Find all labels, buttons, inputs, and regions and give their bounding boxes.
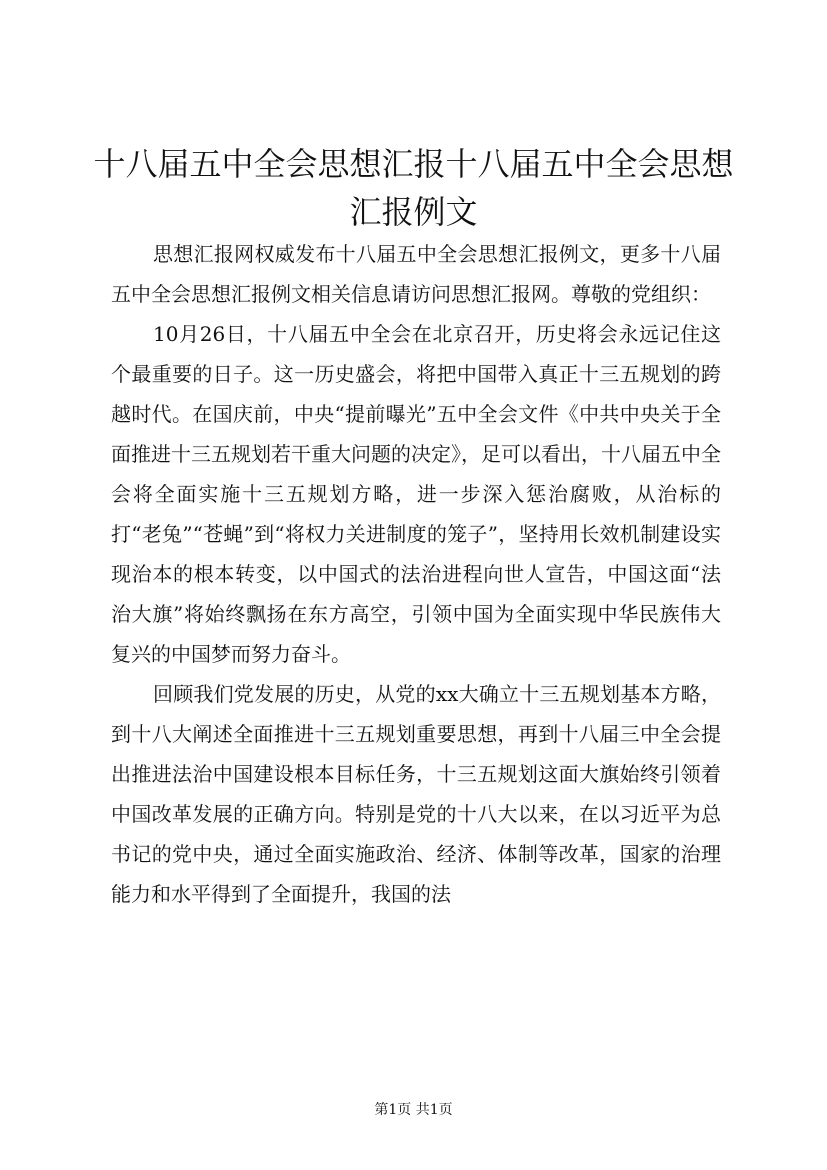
paragraph-2: 10月26日，十八届五中全会在北京召开，历史将会永远记住这个最重要的日子。这一历史盛会，将把中国带入真正十三五规划的跨越时代。在国庆前，中央“提前曝光”五中全会文件《中共中央关于全面推进十三五规划若干重大问题的决定》，足可以看出，十八届五中全会将全面实施十三五规划方略，进一步深入惩治腐败，从治标的打“老兔”“苍蝇”到“将权力关进制度的笼子”，坚持用长效机制建设实现治本的根本转变，以中国式的法治进程向世人宣告，中国这面“法治大旗”将始终飘扬在东方高空，引领中国为全面实现中华民族伟大复兴的中国梦而努力奋斗。	[111, 322, 721, 666]
paragraph-1: 思想汇报网权威发布十八届五中全会思想汇报例文，更多十八届五中全会思想汇报例文相关信息请访问思想汇报网。尊敬的党组织：	[111, 242, 721, 306]
document-title: 十八届五中全会思想汇报十八届五中全会思想汇报例文	[93, 145, 734, 231]
document-body	[111, 234, 721, 914]
page-footer: 第1页 共1页	[374, 1102, 453, 1118]
paragraph-3: 回顾我们党发展的历史，从党的xx大确立十三五规划基本方略，到十八大阐述全面推进十三五规划重要思想，再到十八届三中全会提出推进法治中国建设根本目标任务，十三五规划这面大旗始终引领着中国改革发展的正确方向。特别是党的十八大以来，在以习近平为总书记的党中央，通过全面实施政治、经济、体制等改革，国家的治理能力和水平得到了全面提升，我国的法	[111, 682, 721, 906]
